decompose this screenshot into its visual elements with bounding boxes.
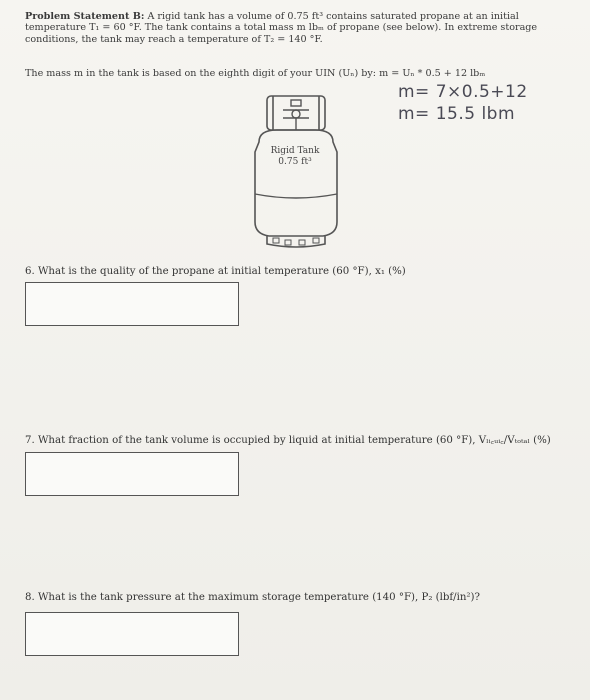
problem-statement [25, 11, 560, 45]
question-7: 7. What fraction of the tank volume is occupied by liquid at initial temperature (60 °F), Vₗᵢ꜀ᵤᵢ꜀/Vₜₒₜₐₗ (%) [25, 435, 551, 446]
tank-label-title: Rigid Tank [270, 146, 320, 156]
handwritten-equation-2: m= 15.5 lbm [398, 104, 516, 124]
problem-line-3: conditions, the tank may reach a temperature of T₂ = 140 °F. [25, 33, 323, 45]
propane-tank-icon [237, 92, 355, 252]
tank-label-volume: 0.75 ft³ [278, 157, 312, 167]
handwritten-equation-1: m= 7×0.5+12 [398, 82, 528, 102]
problem-heading: Problem Statement B: [25, 11, 145, 22]
problem-line-2: temperature T₁ = 60 °F. The tank contains a total mass m lbₘ of propane (see below). In extreme storage [25, 22, 538, 34]
question-8: 8. What is the tank pressure at the maximum storage temperature (140 °F), P₂ (lbf/in²)? [25, 592, 480, 603]
answer-box-7[interactable] [25, 452, 239, 496]
mass-rule: The mass m in the tank is based on the eighth digit of your UIN (Uₙ) by: m = Uₙ * 0.5 + 12 lbₘ [25, 68, 486, 79]
answer-box-6[interactable] [25, 282, 239, 326]
tank-label [255, 146, 335, 168]
problem-line-1: A rigid tank has a volume of 0.75 ft³ contains saturated propane at an initial [147, 11, 519, 22]
question-6: 6. What is the quality of the propane at initial temperature (60 °F), x₁ (%) [25, 266, 406, 277]
answer-box-8[interactable] [25, 612, 239, 656]
